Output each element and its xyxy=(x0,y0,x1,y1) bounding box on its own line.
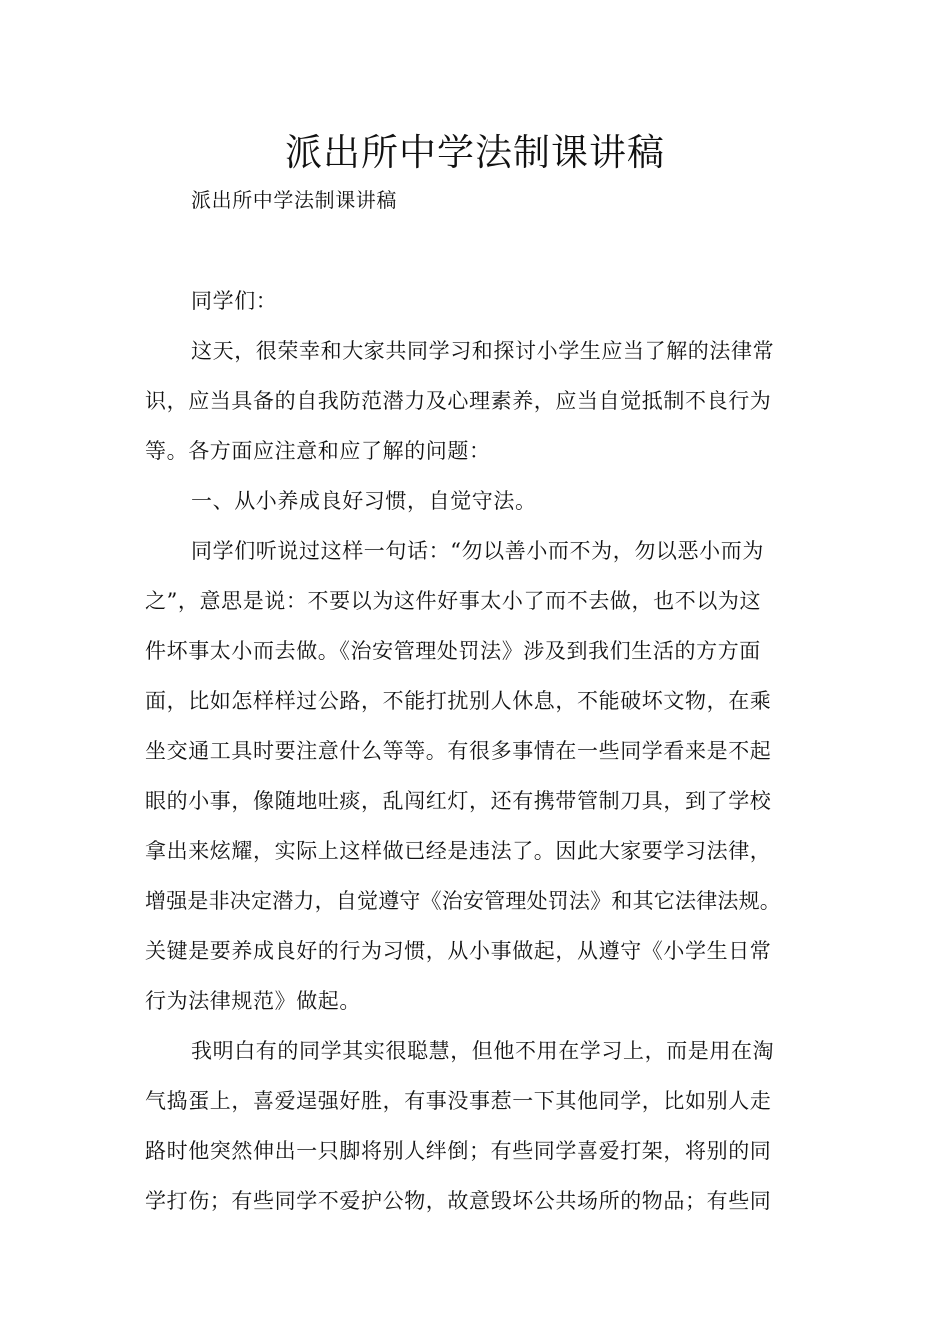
paragraph-line: 面，比如怎样样过公路，不能打扰别人休息，不能破坏文物，在乘 xyxy=(145,689,772,713)
paragraph-line: 这天，很荣幸和大家共同学习和探讨小学生应当了解的法律常 xyxy=(191,339,775,363)
paragraph-line: 气捣蛋上，喜爱逞强好胜，有事没事惹一下其他同学，比如别人走 xyxy=(145,1089,772,1113)
paragraph-line: 拿出来炫耀，实际上这样做已经是违法了。因此大家要学习法律， xyxy=(145,839,772,863)
paragraph-line: 行为法律规范》做起。 xyxy=(145,989,361,1013)
paragraph-line: 我明白有的同学其实很聪慧，但他不用在学习上，而是用在淘 xyxy=(191,1039,775,1063)
document-title: 派出所中学法制课讲稿 xyxy=(285,131,665,174)
paragraph-line: 等。各方面应注意和应了解的问题： xyxy=(145,439,491,463)
paragraph-line: 学打伤；有些同学不爱护公物，故意毁坏公共场所的物品；有些同 xyxy=(145,1189,772,1213)
paragraph-line: 关键是要养成良好的行为习惯，从小事做起，从遵守《小学生日常 xyxy=(145,939,772,963)
paragraph-line: 坐交通工具时要注意什么等等。有很多事情在一些同学看来是不起 xyxy=(145,739,772,763)
paragraph-line: 件坏事太小而去做。《治安管理处罚法》涉及到我们生活的方方面 xyxy=(145,639,761,663)
section-heading: 一、从小养成良好习惯，自觉守法。 xyxy=(191,489,537,513)
paragraph-line: 眼的小事，像随地吐痰，乱闯红灯，还有携带管制刀具，到了学校 xyxy=(145,789,772,813)
paragraph-line: 增强是非决定潜力，自觉遵守《治安管理处罚法》和其它法律法规。 xyxy=(145,889,781,913)
greeting: 同学们： xyxy=(191,289,278,313)
paragraph-line: 路时他突然伸出一只脚将别人绊倒；有些同学喜爱打架，将别的同 xyxy=(145,1139,772,1163)
document-subtitle: 派出所中学法制课讲稿 xyxy=(191,188,397,212)
paragraph-line: 同学们听说过这样一句话：“勿以善小而不为，勿以恶小而为 xyxy=(191,539,764,563)
paragraph-line: 之”，意思是说：不要以为这件好事太小了而不去做，也不以为这 xyxy=(145,589,762,613)
paragraph-line: 识，应当具备的自我防范潜力及心理素养，应当自觉抵制不良行为 xyxy=(145,389,772,413)
